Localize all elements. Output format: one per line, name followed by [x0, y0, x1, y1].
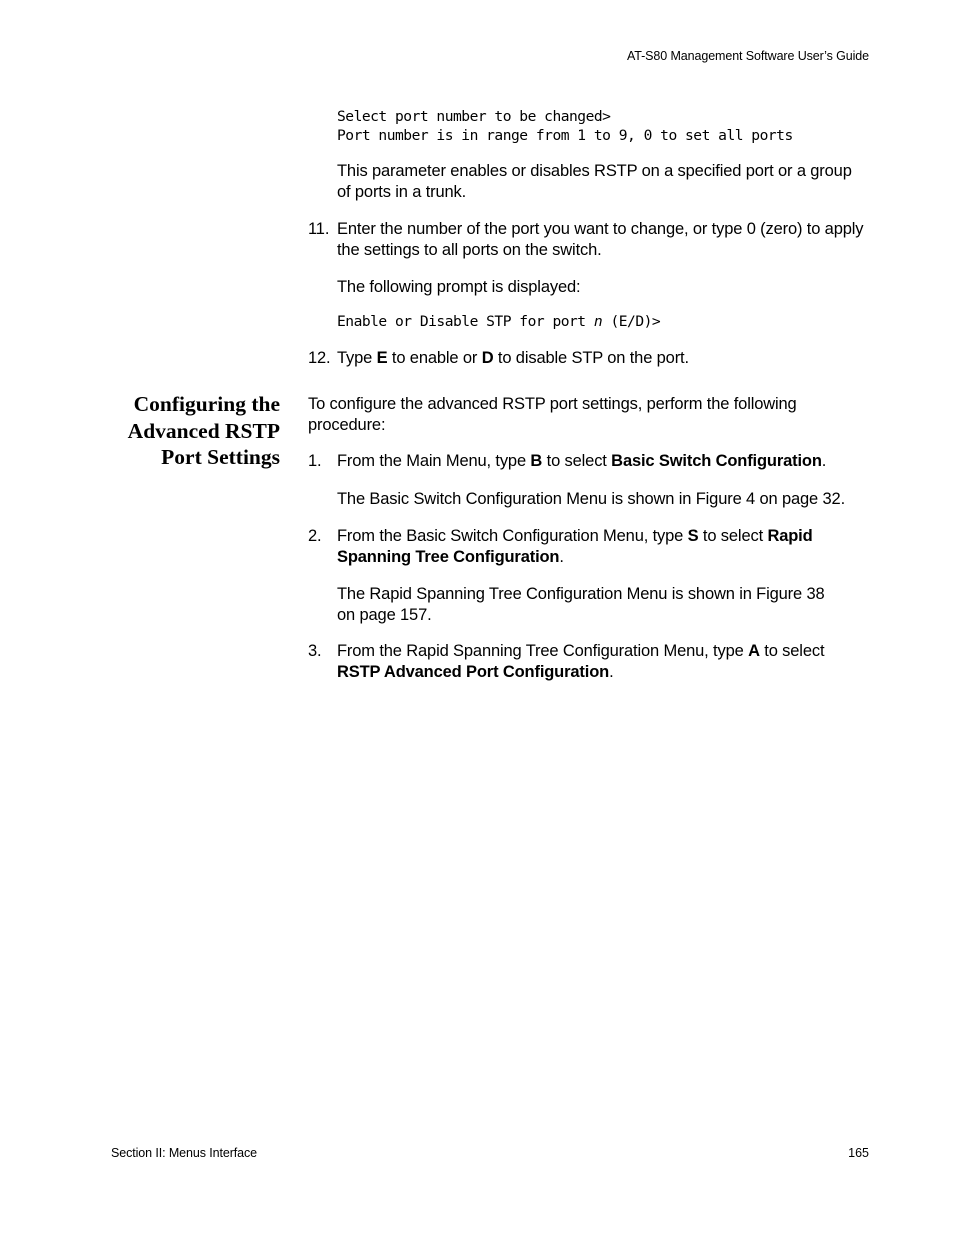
prompt-code-text: Enable or Disable STP for port [337, 313, 594, 330]
code-line: Port number is in range from 1 to 9, 0 to set all ports [337, 127, 793, 144]
text: Type [337, 349, 377, 367]
step-number: 2. [308, 527, 322, 545]
section-heading [80, 391, 280, 471]
text: to select [542, 452, 612, 470]
step-text [337, 641, 877, 683]
heading-line: Port Settings [161, 445, 280, 469]
text: From the Main Menu, type [337, 452, 531, 470]
step-note [337, 584, 877, 626]
running-header: AT-S80 Management Software User’s Guide [626, 49, 869, 63]
step-note: The Basic Switch Configuration Menu is shown in Figure 4 on page 32. [337, 490, 846, 508]
step-number: 11. [308, 220, 330, 238]
prompt-code [337, 313, 660, 330]
key-label: E [376, 349, 388, 367]
step-text [337, 526, 877, 568]
menu-name: Basic Switch Configuration [611, 452, 822, 470]
page-number: 165 [848, 1146, 869, 1160]
text: . [821, 452, 827, 470]
text: to disable STP on the port. [493, 349, 689, 367]
key-label: D [481, 349, 494, 367]
text: on page 157. [337, 606, 432, 624]
text: The Rapid Spanning Tree Configuration Menu is shown in Figure 38 [337, 585, 825, 603]
prompt-code-variable: n [593, 313, 603, 330]
menu-name: Spanning Tree Configuration [337, 548, 560, 566]
step-text [337, 451, 877, 472]
parameter-description: This parameter enables or disables RSTP on a specified port or a group of ports in a trunk. [337, 162, 852, 201]
code-line: Select port number to be changed> [337, 108, 611, 125]
text: From the Basic Switch Configuration Menu, type [337, 527, 688, 545]
key-label: S [687, 527, 699, 545]
step-number: 3. [308, 642, 322, 660]
key-label: A [748, 642, 760, 660]
running-footer-section: Section II: Menus Interface [111, 1146, 257, 1160]
step-text: Enter the number of the port you want to change, or type 0 (zero) to apply the settings to all ports on the switch. [337, 220, 864, 259]
step-number: 12. [308, 349, 331, 367]
menu-name: RSTP Advanced Port Configuration [337, 663, 610, 681]
key-label: B [530, 452, 543, 470]
prompt-intro: The following prompt is displayed: [337, 278, 581, 296]
text: . [559, 548, 564, 566]
text: to select [698, 527, 768, 545]
text: to select [759, 642, 825, 660]
step-text [337, 348, 867, 369]
text: From the Rapid Spanning Tree Configuration Menu, type [337, 642, 749, 660]
section-intro: To configure the advanced RSTP port settings, perform the following procedure: [308, 395, 797, 434]
menu-name: Rapid [767, 527, 813, 545]
heading-line: Advanced RSTP [127, 418, 280, 443]
heading-line: Configuring the [133, 392, 280, 416]
text: to enable or [387, 349, 482, 367]
step-number: 1. [308, 452, 322, 470]
prompt-code-text: (E/D)> [602, 313, 661, 330]
text: . [609, 663, 614, 681]
